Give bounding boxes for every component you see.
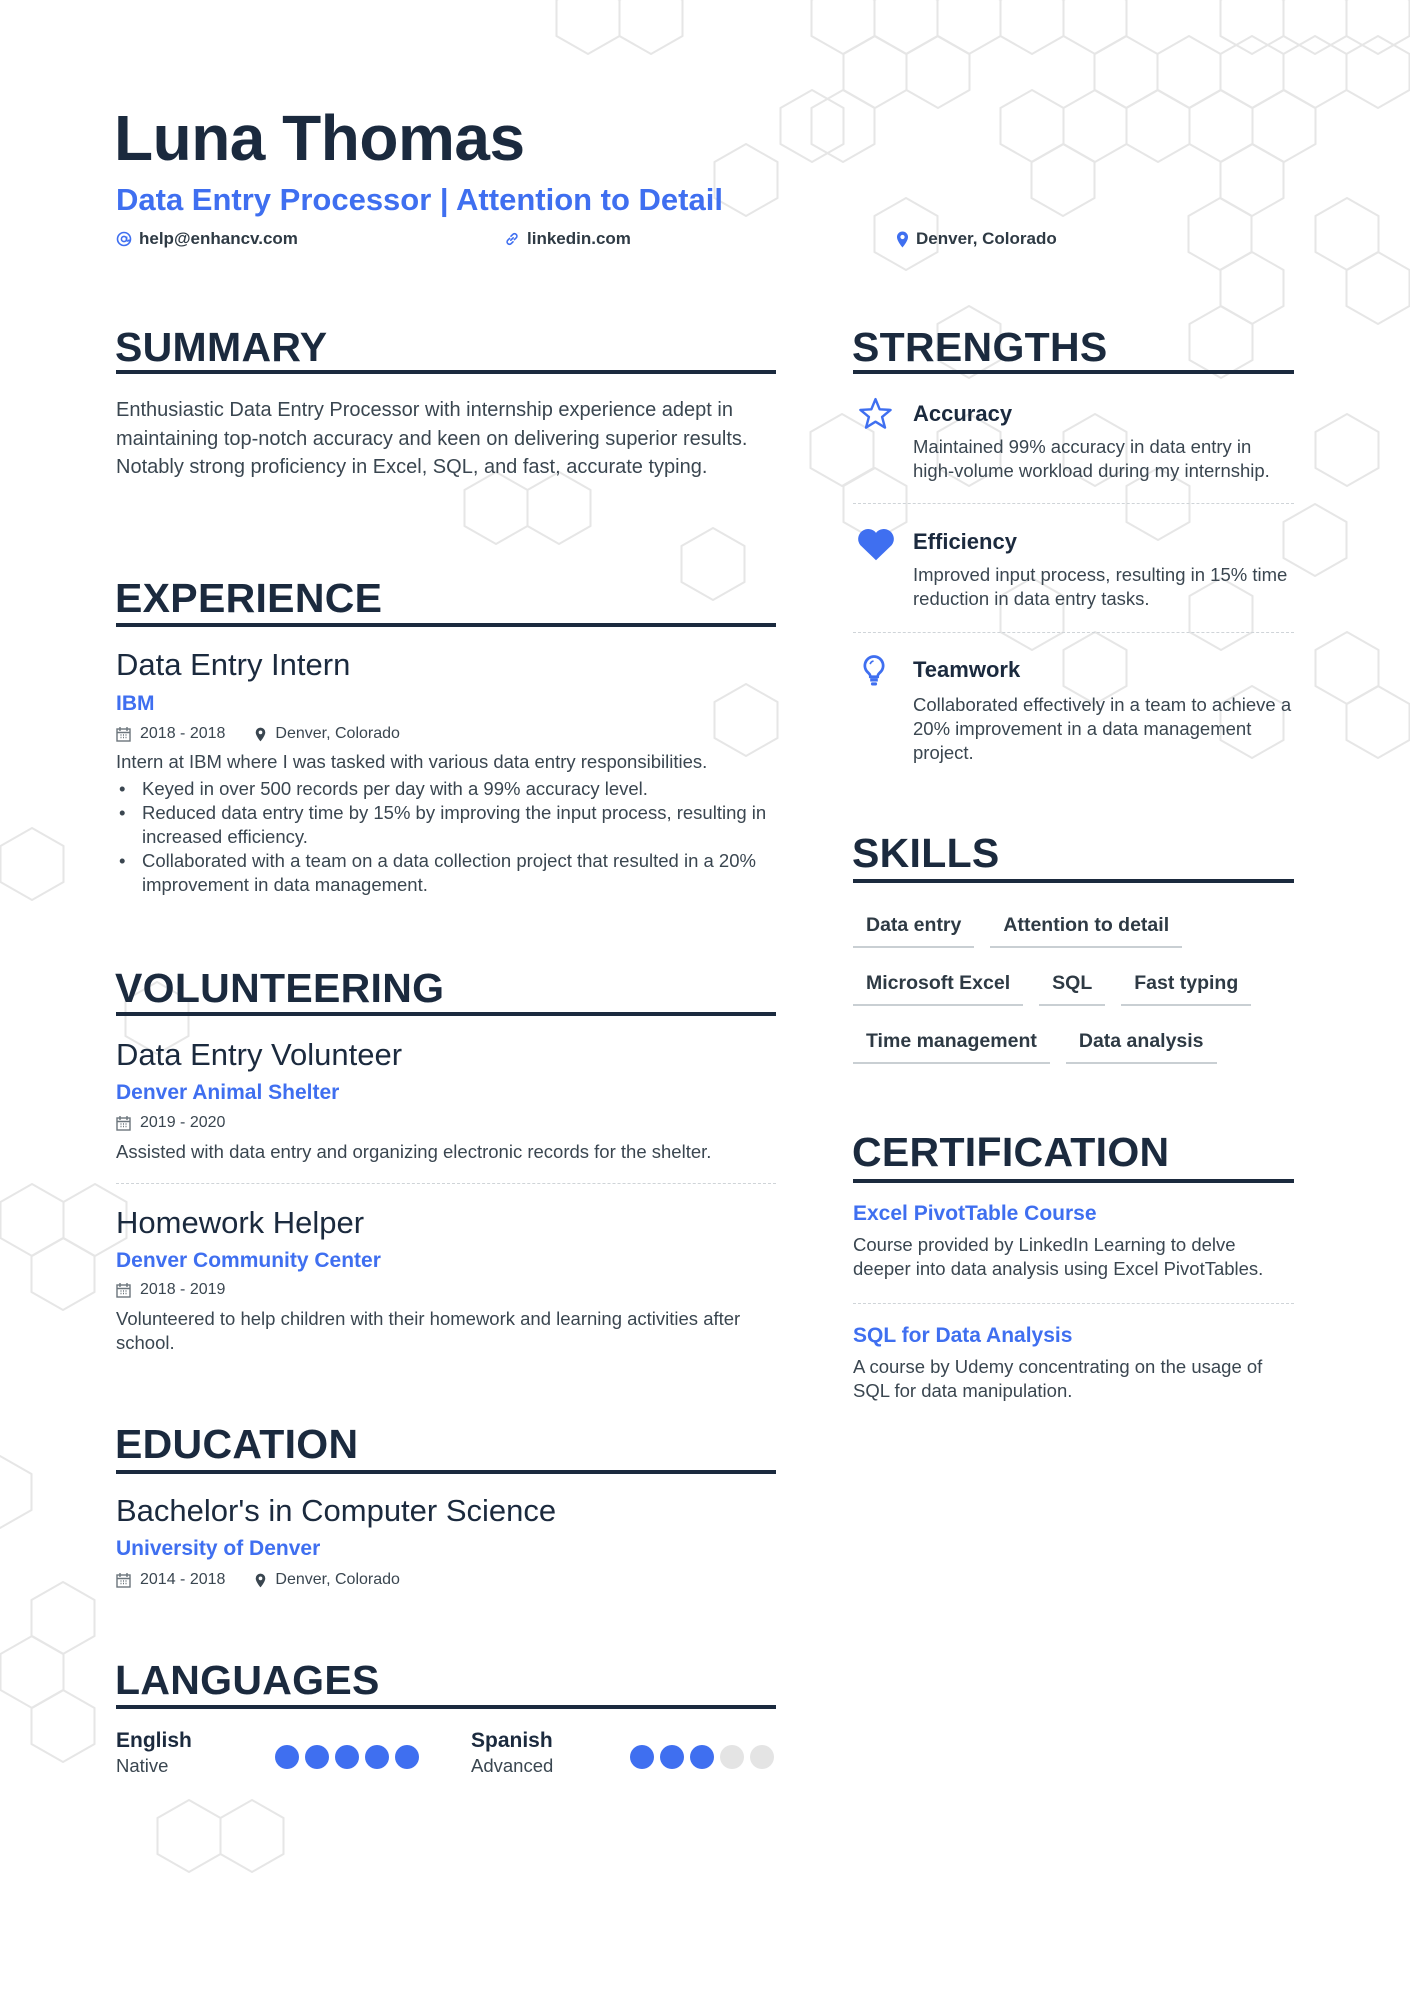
rating-dot-filled xyxy=(335,1745,359,1769)
languages-heading: LANGUAGES xyxy=(115,1657,380,1703)
experience-description: Intern at IBM where I was tasked with various data entry responsibilities. xyxy=(116,751,708,772)
volunteering-divider xyxy=(116,1012,776,1016)
location-pin-icon xyxy=(896,231,909,248)
contact-location xyxy=(896,228,1057,250)
summary-divider xyxy=(116,370,776,374)
rating-dot-filled xyxy=(395,1745,419,1769)
skill-tag: Fast typing xyxy=(1121,970,1251,1006)
languages-divider xyxy=(116,1705,776,1709)
calendar-icon xyxy=(116,1282,131,1298)
calendar-icon xyxy=(116,1572,131,1588)
skill-tag: Time management xyxy=(853,1028,1050,1064)
summary-text: Enthusiastic Data Entry Processor with internship experience adept in maintaining top-notch accuracy and keen on delivering superior results. Notably strong proficiency in Excel, SQL, and fast, accurate typing. xyxy=(116,399,748,478)
rating-dot-filled xyxy=(365,1745,389,1769)
skills-row xyxy=(853,1028,1217,1064)
volunteer-meta xyxy=(116,1279,225,1301)
volunteer-dates: 2018 - 2019 xyxy=(140,1281,226,1298)
strength-title: Efficiency xyxy=(913,529,1017,554)
language-item-english xyxy=(116,1728,192,1778)
skills-divider xyxy=(853,879,1294,883)
education-degree: Bachelor's in Computer Science xyxy=(116,1493,557,1528)
experience-bullet: • Reduced data entry time by 15% by improving the input process, resulting in increased efficiency. xyxy=(142,801,778,849)
heart-icon xyxy=(856,527,896,561)
certification-title: SQL for Data Analysis xyxy=(853,1324,1073,1347)
certification-divider xyxy=(853,1179,1294,1183)
language-rating-english xyxy=(275,1745,419,1769)
candidate-name: Luna Thomas xyxy=(114,102,525,174)
experience-location: Denver, Colorado xyxy=(275,725,400,742)
contact-email[interactable] xyxy=(116,228,298,250)
experience-role: Data Entry Intern xyxy=(116,647,351,682)
volunteer-org: Denver Animal Shelter xyxy=(116,1081,340,1104)
rating-dot-filled xyxy=(660,1745,684,1769)
skill-tag: Microsoft Excel xyxy=(853,970,1023,1006)
skill-tag: Data analysis xyxy=(1066,1028,1217,1064)
strengths-divider xyxy=(853,370,1294,374)
skills-row xyxy=(853,970,1251,1006)
experience-bullet: • Keyed in over 500 records per day with a 99% accuracy level. xyxy=(142,777,778,801)
certification-title: Excel PivotTable Course xyxy=(853,1202,1097,1225)
strength-title: Teamwork xyxy=(913,657,1021,682)
experience-meta xyxy=(116,723,400,745)
education-school: University of Denver xyxy=(116,1537,321,1560)
volunteer-role: Homework Helper xyxy=(116,1205,365,1240)
education-dates: 2014 - 2018 xyxy=(140,1571,226,1588)
entry-separator xyxy=(853,503,1294,504)
candidate-headline: Data Entry Processor | Attention to Detail xyxy=(116,182,723,217)
education-divider xyxy=(116,1470,776,1474)
volunteer-dates: 2019 - 2020 xyxy=(140,1114,226,1131)
contact-location-text: Denver, Colorado xyxy=(916,229,1057,248)
strength-title: Accuracy xyxy=(913,401,1013,426)
skill-tag: SQL xyxy=(1039,970,1105,1006)
experience-bullet: • Collaborated with a team on a data collection project that resulted in a 20% improvement in data management. xyxy=(142,849,778,897)
education-heading: EDUCATION xyxy=(115,1421,359,1467)
rating-dot-filled xyxy=(630,1745,654,1769)
location-pin-icon xyxy=(255,1573,266,1588)
experience-company: IBM xyxy=(116,692,155,715)
calendar-icon xyxy=(116,726,131,742)
contact-email-text: help@enhancv.com xyxy=(139,229,298,248)
language-rating-spanish xyxy=(630,1745,774,1769)
skills-row xyxy=(853,912,1182,948)
rating-dot-filled xyxy=(690,1745,714,1769)
link-icon xyxy=(504,231,520,247)
strength-description: Improved input process, resulting in 15% time reduction in data entry tasks. xyxy=(913,564,1288,609)
contact-linkedin[interactable] xyxy=(504,228,631,250)
experience-bullets xyxy=(116,777,778,897)
experience-divider xyxy=(116,623,776,627)
experience-heading: EXPERIENCE xyxy=(115,575,383,621)
volunteer-description: Assisted with data entry and organizing electronic records for the shelter. xyxy=(116,1141,712,1162)
language-level: Native xyxy=(116,1755,169,1776)
summary-heading: SUMMARY xyxy=(115,324,328,370)
calendar-icon xyxy=(116,1115,131,1131)
education-location: Denver, Colorado xyxy=(275,1571,400,1588)
language-level: Advanced xyxy=(471,1755,554,1776)
skill-tag: Data entry xyxy=(853,912,974,948)
strengths-heading: STRENGTHS xyxy=(852,324,1108,370)
volunteering-heading: VOLUNTEERING xyxy=(115,965,445,1011)
volunteer-description: Volunteered to help children with their homework and learning activities after school. xyxy=(116,1308,741,1353)
entry-separator xyxy=(853,1303,1294,1304)
rating-dot-empty xyxy=(750,1745,774,1769)
education-meta xyxy=(116,1569,400,1591)
rating-dot-filled xyxy=(305,1745,329,1769)
certification-heading: CERTIFICATION xyxy=(852,1129,1170,1175)
experience-dates: 2018 - 2018 xyxy=(140,725,226,742)
star-outline-icon xyxy=(858,397,893,430)
location-pin-icon xyxy=(255,727,266,742)
entry-separator xyxy=(116,1183,776,1184)
volunteer-role: Data Entry Volunteer xyxy=(116,1037,403,1072)
entry-separator xyxy=(853,632,1294,633)
rating-dot-empty xyxy=(720,1745,744,1769)
language-name: Spanish xyxy=(471,1729,553,1752)
certification-description: A course by Udemy concentrating on the usage of SQL for data manipulation. xyxy=(853,1356,1263,1401)
skill-tag: Attention to detail xyxy=(990,912,1182,948)
volunteer-org: Denver Community Center xyxy=(116,1249,381,1272)
skills-heading: SKILLS xyxy=(852,830,1000,876)
language-name: English xyxy=(116,1729,192,1752)
at-icon xyxy=(116,231,132,247)
language-item-spanish xyxy=(471,1728,553,1778)
strength-description: Collaborated effectively in a team to achieve a 20% improvement in a data management project. xyxy=(913,694,1292,763)
strength-description: Maintained 99% accuracy in data entry in high-volume workload during my internship. xyxy=(913,436,1270,481)
certification-description: Course provided by LinkedIn Learning to delve deeper into data analysis using Excel PivotTables. xyxy=(853,1234,1264,1279)
lightbulb-icon xyxy=(863,655,885,687)
volunteer-meta xyxy=(116,1112,225,1134)
rating-dot-filled xyxy=(275,1745,299,1769)
contact-linkedin-text: linkedin.com xyxy=(527,229,631,248)
